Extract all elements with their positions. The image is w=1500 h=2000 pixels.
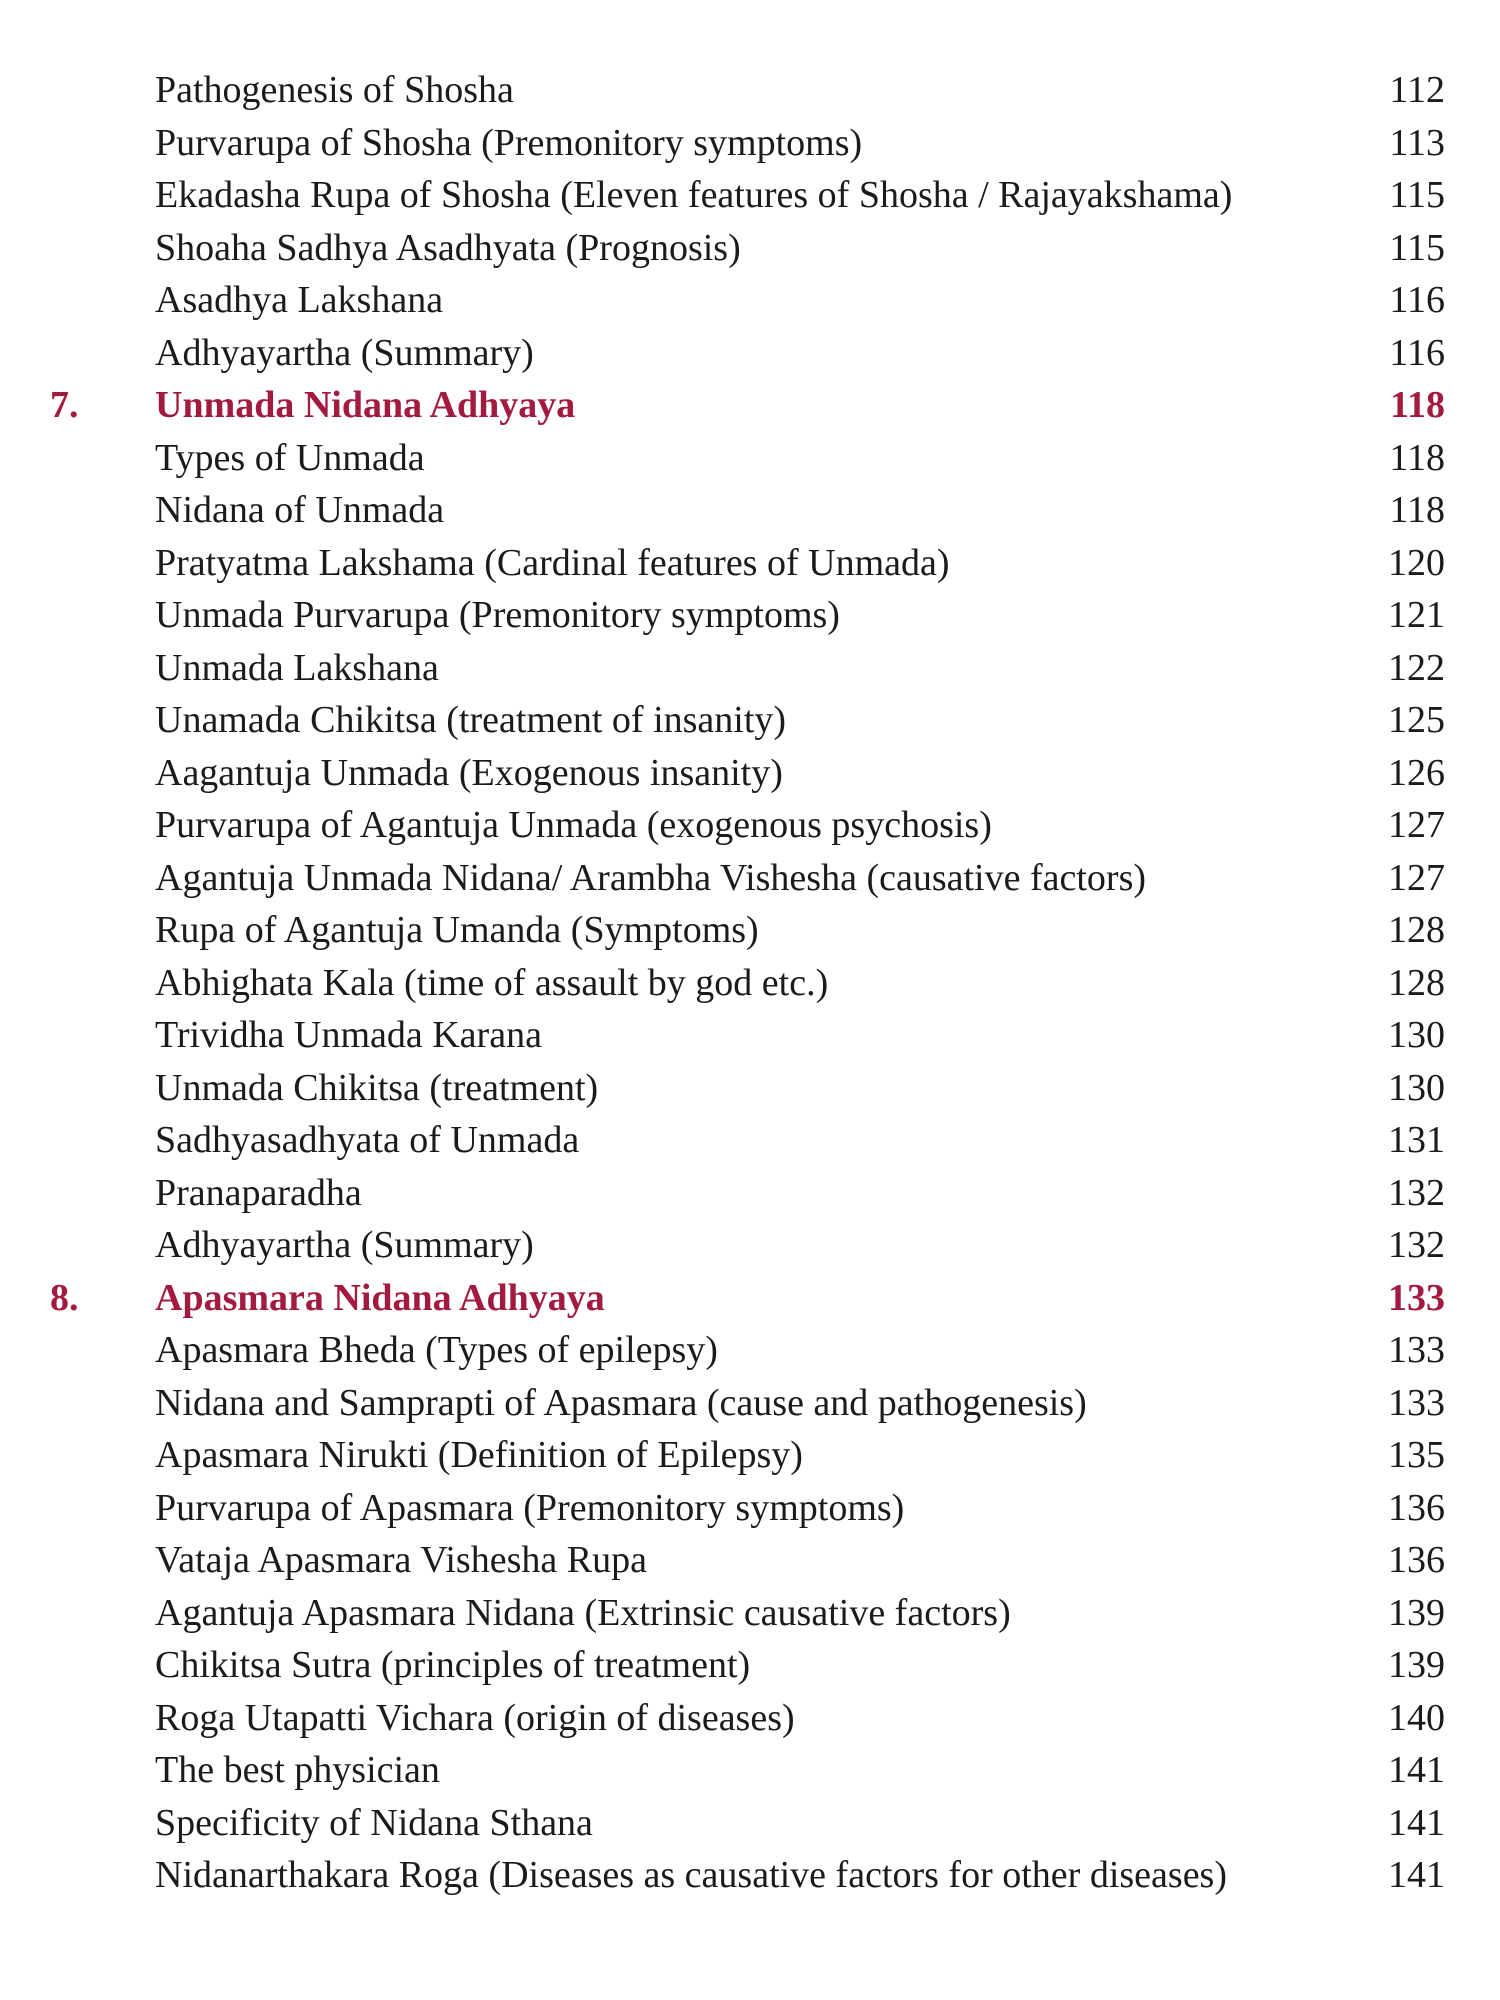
toc-entry-row (0, 1328, 1500, 1381)
page-number: 136 (1388, 1486, 1445, 1529)
entry-title: Roga Utapatti Vichara (origin of diseases) (155, 1696, 795, 1739)
entry-title: Rupa of Agantuja Umanda (Symptoms) (155, 909, 759, 951)
toc-entry-row (0, 1486, 1500, 1539)
page-number: 136 (1388, 1539, 1445, 1581)
toc-entry-row (0, 646, 1500, 699)
page-number: 141 (1388, 1749, 1445, 1791)
entry-title: Chikitsa Sutra (principles of treatment) (155, 1644, 751, 1686)
toc-entry-row (0, 961, 1500, 1014)
page-number: 128 (1388, 909, 1445, 951)
entry-title: Unmada Chikitsa (treatment) (155, 1066, 599, 1109)
toc-entry-row (0, 1013, 1500, 1066)
toc-entry-row (0, 68, 1500, 121)
page-number: 116 (1389, 279, 1445, 321)
entry-title: Unamada Chikitsa (treatment of insanity) (155, 699, 787, 741)
toc-entry-row (0, 751, 1500, 804)
page-number: 131 (1388, 1119, 1445, 1161)
toc-entry-row (0, 1748, 1500, 1801)
page-number: 135 (1388, 1434, 1445, 1476)
page-number: 133 (1388, 1329, 1445, 1371)
toc-entry-row (0, 1538, 1500, 1591)
page-number: 115 (1389, 226, 1445, 269)
page-number: 113 (1389, 121, 1445, 164)
entry-title: Agantuja Unmada Nidana/ Arambha Vishesha (causative factors) (155, 856, 1147, 899)
entry-title: Agantuja Apasmara Nidana (Extrinsic causative factors) (155, 1591, 1011, 1634)
entry-title: Adhyayartha (Summary) (155, 331, 534, 374)
toc-entry-row (0, 121, 1500, 174)
entry-title: Adhyayartha (Summary) (155, 1224, 534, 1266)
page-number: 125 (1388, 699, 1445, 741)
entry-title: Types of Unmada (155, 436, 425, 479)
page-number: 118 (1390, 384, 1445, 426)
toc-entry-row (0, 1801, 1500, 1854)
entry-title: Unmada Purvarupa (Premonitory symptoms) (155, 594, 840, 636)
page-number: 132 (1388, 1171, 1445, 1214)
page-number: 127 (1388, 856, 1445, 899)
toc-entry-row (0, 1853, 1500, 1906)
page-number: 120 (1388, 541, 1445, 584)
page-number: 112 (1389, 69, 1445, 111)
entry-title: Apasmara Nirukti (Definition of Epilepsy) (155, 1434, 803, 1476)
page-number: 132 (1388, 1224, 1445, 1266)
page-number: 127 (1388, 804, 1445, 846)
page-number: 130 (1388, 1066, 1445, 1109)
toc-entry-row (0, 856, 1500, 909)
toc-entry-row (0, 1591, 1500, 1644)
toc-entry-row (0, 1433, 1500, 1486)
entry-title: Purvarupa of Apasmara (Premonitory symptoms) (155, 1486, 905, 1529)
toc-entry-row (0, 173, 1500, 226)
toc-entry-row (0, 1171, 1500, 1224)
entry-title: Specificity of Nidana Sthana (155, 1801, 593, 1844)
entry-title: Sadhyasadhyata of Unmada (155, 1119, 580, 1161)
entry-title: Pranaparadha (155, 1171, 362, 1214)
toc-entry-row (0, 803, 1500, 856)
chapter-number: 7. (50, 384, 79, 426)
page-number: 141 (1388, 1854, 1445, 1896)
page-number: 116 (1389, 331, 1445, 374)
page-number: 122 (1388, 646, 1445, 689)
chapter-heading-row (0, 383, 1500, 436)
page-number: 121 (1388, 594, 1445, 636)
chapter-title: Apasmara Nidana Adhyaya (155, 1276, 605, 1319)
entry-title: Purvarupa of Shosha (Premonitory symptoms) (155, 121, 863, 164)
toc-entry-row (0, 1381, 1500, 1434)
toc-entry-row (0, 541, 1500, 594)
toc-entry-row (0, 278, 1500, 331)
entry-title: Vataja Apasmara Vishesha Rupa (155, 1539, 647, 1581)
page-number: 126 (1388, 751, 1445, 794)
toc-entry-row (0, 1643, 1500, 1696)
page-number: 139 (1388, 1591, 1445, 1634)
toc-entry-row (0, 1066, 1500, 1119)
chapter-title: Unmada Nidana Adhyaya (155, 384, 576, 426)
page-number: 130 (1388, 1014, 1445, 1056)
toc-entry-row (0, 488, 1500, 541)
page-number: 115 (1389, 174, 1445, 216)
toc-entry-row (0, 1223, 1500, 1276)
page-number: 118 (1389, 436, 1445, 479)
toc-entry-row (0, 908, 1500, 961)
entry-title: Ekadasha Rupa of Shosha (Eleven features of Shosha / Rajayakshama) (155, 174, 1233, 216)
entry-title: Asadhya Lakshana (155, 279, 444, 321)
entry-title: Nidana and Samprapti of Apasmara (cause and pathogenesis) (155, 1381, 1087, 1424)
toc-entry-row (0, 331, 1500, 384)
entry-title: Aagantuja Unmada (Exogenous insanity) (155, 751, 783, 794)
toc-entry-row (0, 226, 1500, 279)
entry-title: Purvarupa of Agantuja Unmada (exogenous psychosis) (155, 804, 992, 846)
entry-title: Nidana of Unmada (155, 489, 445, 531)
page-number: 139 (1388, 1644, 1445, 1686)
entry-title: Shoaha Sadhya Asadhyata (Prognosis) (155, 226, 741, 269)
entry-title: Unmada Lakshana (155, 646, 439, 689)
entry-title: Abhighata Kala (time of assault by god etc.) (155, 961, 829, 1004)
entry-title: Trividha Unmada Karana (155, 1014, 542, 1056)
toc-entry-row (0, 436, 1500, 489)
toc-entry-row (0, 1696, 1500, 1749)
chapter-heading-row (0, 1276, 1500, 1329)
toc-entry-row (0, 698, 1500, 751)
entry-title: Pathogenesis of Shosha (155, 69, 514, 111)
table-of-contents (0, 68, 1500, 1906)
page-number: 133 (1388, 1381, 1445, 1424)
chapter-number: 8. (50, 1276, 79, 1319)
page-number: 118 (1389, 489, 1445, 531)
entry-title: The best physician (155, 1749, 440, 1791)
toc-entry-row (0, 1118, 1500, 1171)
entry-title: Nidanarthakara Roga (Diseases as causative factors for other diseases) (155, 1854, 1227, 1896)
page-number: 133 (1388, 1276, 1445, 1319)
entry-title: Pratyatma Lakshama (Cardinal features of Unmada) (155, 541, 950, 584)
toc-entry-row (0, 593, 1500, 646)
page-number: 141 (1388, 1801, 1445, 1844)
page-number: 128 (1388, 961, 1445, 1004)
page-number: 140 (1388, 1696, 1445, 1739)
entry-title: Apasmara Bheda (Types of epilepsy) (155, 1329, 718, 1371)
